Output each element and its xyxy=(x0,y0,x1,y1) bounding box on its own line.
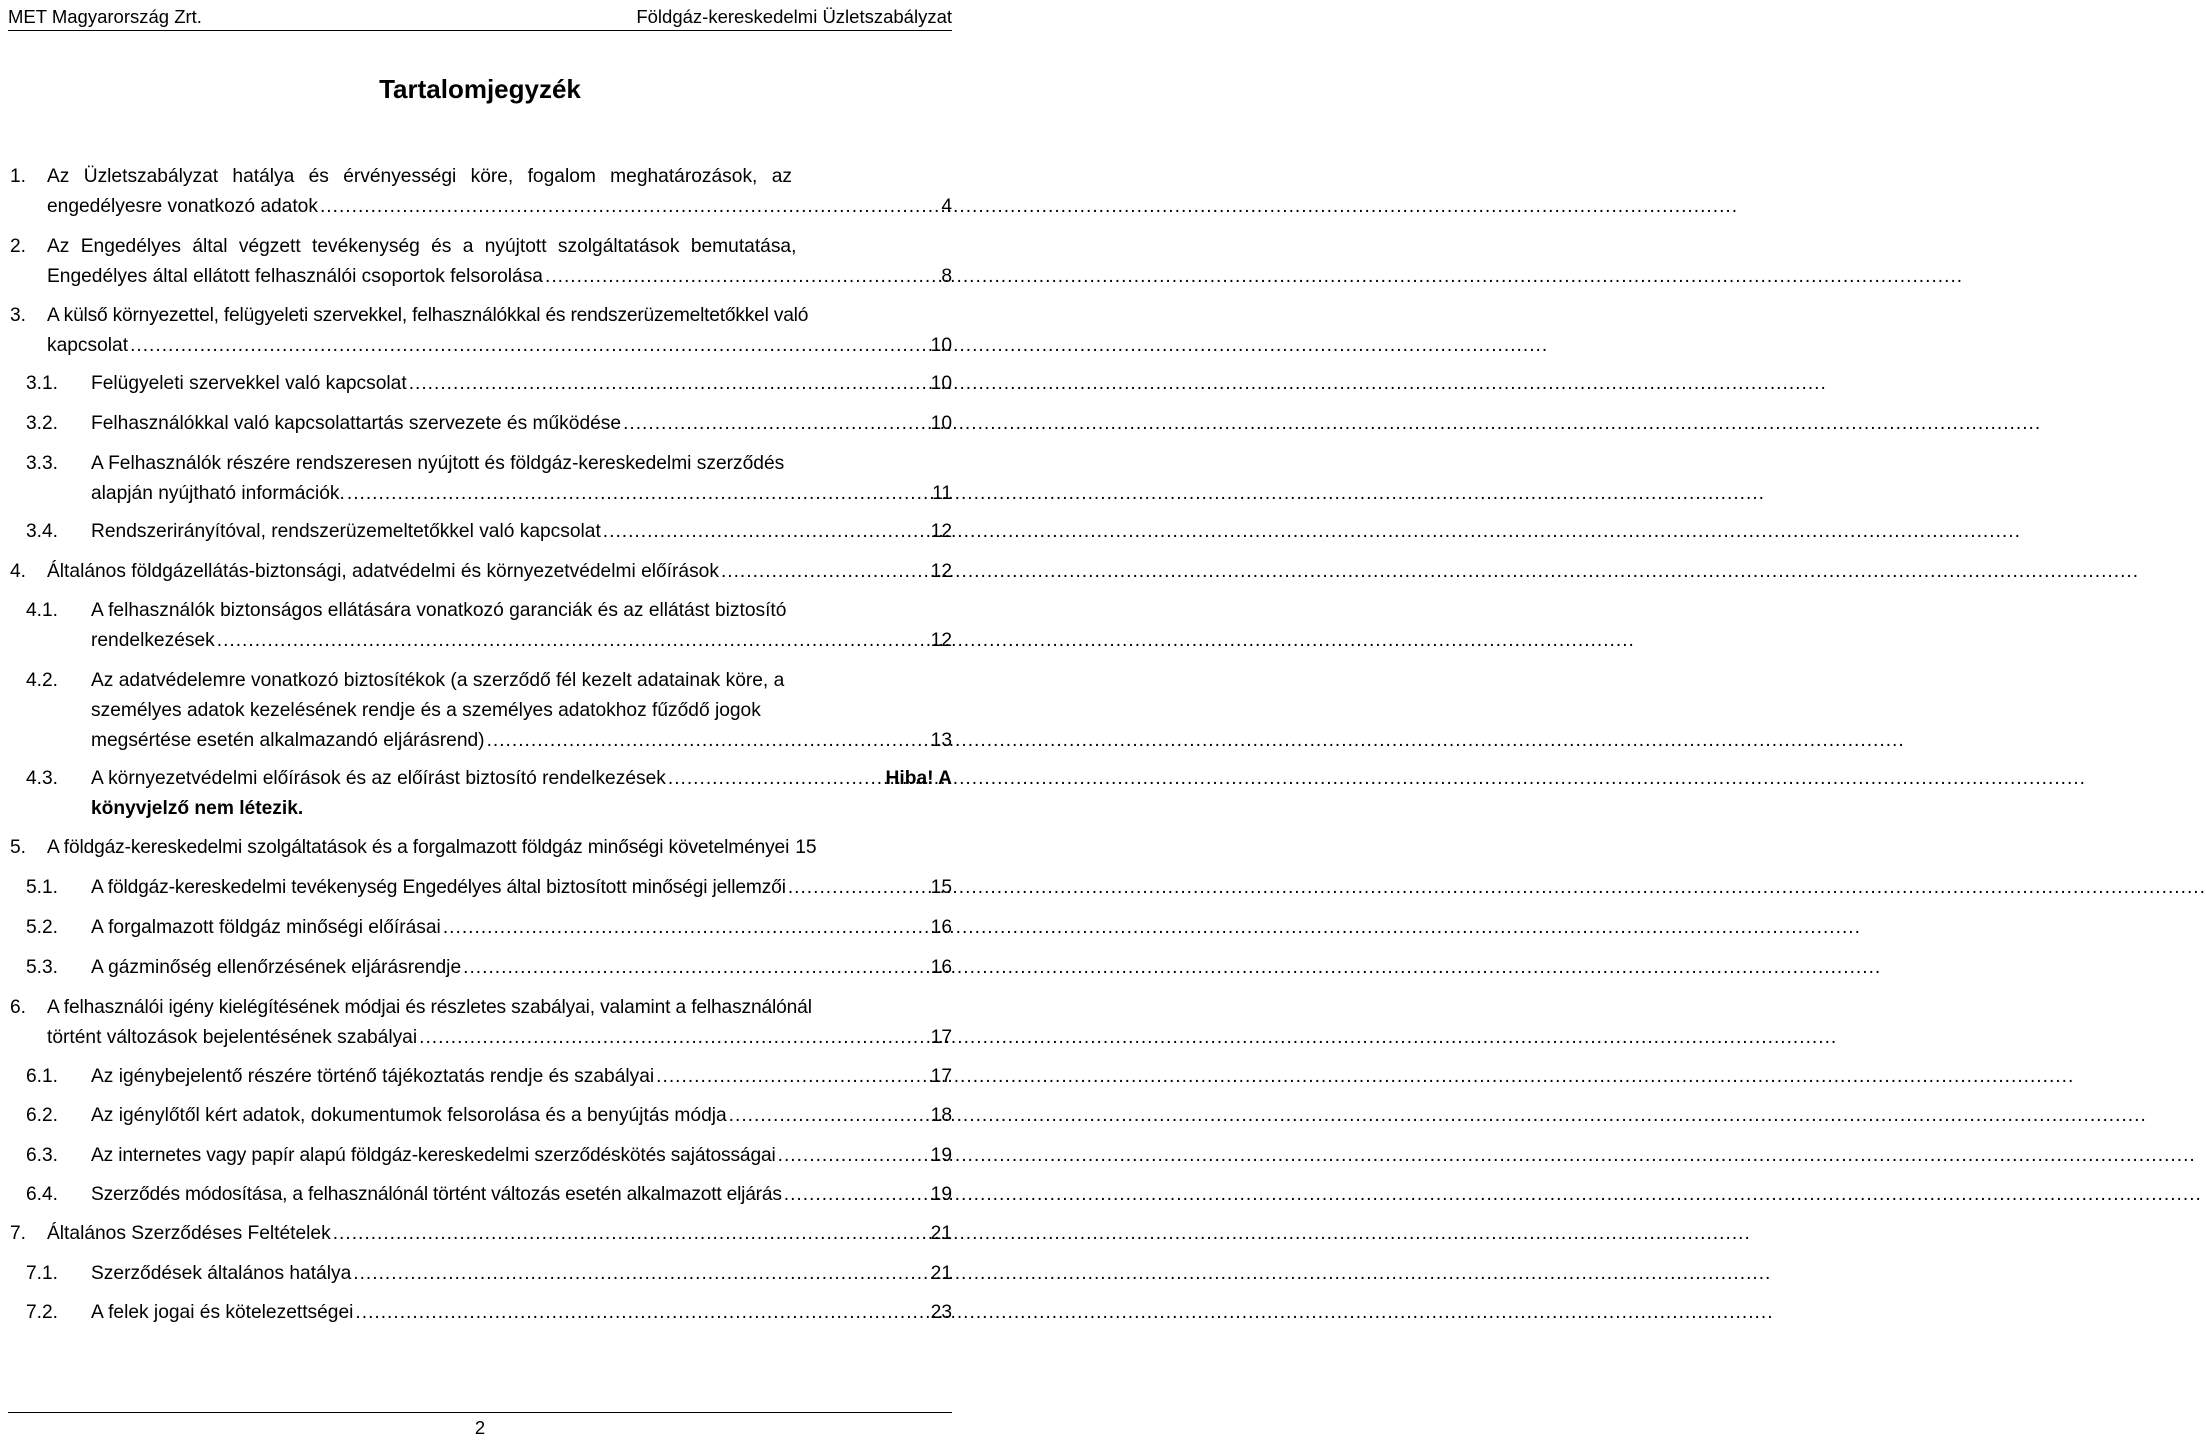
toc-text: Az Üzletszabályzat hatálya és érvényességi köre, fogalom meghatározások, az xyxy=(47,166,792,187)
toc-text: A földgáz-kereskedelmi tevékenység Engedélyes által biztosított minőségi jellemzői xyxy=(91,877,786,898)
toc-text: A forgalmazott földgáz minőségi előírásai xyxy=(91,917,441,938)
toc-leader xyxy=(409,369,929,399)
toc-entry-3-2[interactable] xyxy=(26,409,952,439)
toc-text: Felhasználókkal való kapcsolattartás szervezete és működése xyxy=(91,413,622,434)
toc-text: A külső környezettel, felügyeleti szervekkel, felhasználókkal és rendszerüzemeltetőkkel való xyxy=(47,305,809,326)
toc-number: 6.3. xyxy=(26,1145,59,1166)
toc-number: 5.1. xyxy=(26,877,59,898)
toc-text-cont: Engedélyes által ellátott felhasználói csoportok felsorolása xyxy=(47,266,543,287)
toc-number: 4.2. xyxy=(26,670,59,691)
toc-leader xyxy=(778,1141,929,1171)
toc-number: 3.1. xyxy=(26,373,59,394)
toc-number: 7.1. xyxy=(26,1263,59,1284)
toc-entry-3[interactable] xyxy=(10,301,952,361)
toc-page: 16 xyxy=(930,957,952,978)
toc-text: Az igénybejelentő részére történő tájékoztatás rendje és szabályai xyxy=(91,1066,655,1087)
toc-page: 10 xyxy=(930,335,952,356)
toc-entry-5-2[interactable] xyxy=(26,913,952,943)
toc-text: A felhasználói igény kielégítésének módjai és részletes szabályai, valamint a felhasználónál xyxy=(47,997,812,1018)
toc-text: A felhasználók biztonságos ellátására vonatkozó garanciák és az ellátást biztosító xyxy=(91,600,787,621)
toc-text: Az igénylőtől kért adatok, dokumentumok felsorolása és a benyújtás módja xyxy=(91,1105,727,1126)
toc-text: Az adatvédelemre vonatkozó biztosítékok (a szerződő fél kezelt adatainak köre, a xyxy=(91,670,785,691)
toc-number: 5.3. xyxy=(26,957,59,978)
toc-page: 21 xyxy=(930,1263,952,1284)
toc-entry-7[interactable] xyxy=(10,1219,952,1249)
toc-number: 3.2. xyxy=(26,413,59,434)
toc-page: 19 xyxy=(930,1184,952,1205)
toc-text: A Felhasználók részére rendszeresen nyújtott és földgáz-kereskedelmi szerződés xyxy=(91,453,785,474)
toc-leader xyxy=(623,409,929,439)
toc-page: 10 xyxy=(930,413,952,434)
toc-text: Szerződés módosítása, a felhasználónál történt változás esetén alkalmazott eljárás xyxy=(91,1184,782,1205)
toc-entry-4-2[interactable] xyxy=(26,666,952,756)
toc-leader xyxy=(721,557,929,587)
toc-leader xyxy=(729,1101,929,1131)
toc-page: 15 xyxy=(930,877,952,898)
page-footer xyxy=(8,1412,952,1441)
toc-leader xyxy=(355,1298,928,1328)
toc-text: Felügyeleti szervekkel való kapcsolat xyxy=(91,373,407,394)
toc-number: 6.2. xyxy=(26,1105,59,1126)
toc-text-cont: alapján nyújtható információk. xyxy=(91,483,345,504)
toc-number: 6.4. xyxy=(26,1184,59,1205)
toc-text-cont: kapcsolat xyxy=(47,335,129,356)
toc-leader xyxy=(333,1219,929,1249)
toc-leader xyxy=(487,726,929,756)
toc-leader xyxy=(320,192,939,222)
toc-error-message: Hiba! A xyxy=(885,768,952,789)
toc-entry-6-1[interactable] xyxy=(26,1062,952,1092)
toc-number: 3.4. xyxy=(26,521,59,542)
toc-entry-4-3[interactable] xyxy=(26,764,952,824)
toc-entry-6-2[interactable] xyxy=(26,1101,952,1131)
toc-leader xyxy=(419,1023,929,1053)
toc-page: 15 xyxy=(795,837,817,858)
page-title: Tartalomjegyzék xyxy=(379,74,581,104)
toc-number: 7. xyxy=(10,1223,27,1244)
toc-text-cont: rendelkezések xyxy=(91,630,215,651)
toc-text: A gázminőség ellenőrzésének eljárásrendje xyxy=(91,957,462,978)
toc-leader xyxy=(788,873,929,903)
toc-text: A környezetvédelmi előírások és az előírást biztosító rendelkezések xyxy=(91,768,666,789)
toc-number: 7.2. xyxy=(26,1302,59,1323)
toc-text: Szerződések általános hatálya xyxy=(91,1263,352,1284)
toc-entry-6-4[interactable] xyxy=(26,1180,952,1210)
toc-text: A földgáz-kereskedelmi szolgáltatások és a forgalmazott földgáz minőségi követelményei xyxy=(47,837,790,858)
toc-entry-5[interactable] xyxy=(10,833,952,863)
toc-leader xyxy=(463,953,929,983)
toc-entry-6-3[interactable] xyxy=(26,1141,952,1171)
toc-page: 8 xyxy=(941,266,952,287)
toc-text: Általános Szerződéses Feltételek xyxy=(47,1223,331,1244)
toc-leader xyxy=(130,331,929,361)
toc-text-cont: személyes adatok kezelésének rendje és a személyes adatokhoz fűződő jogok xyxy=(91,700,761,721)
toc-text: Általános földgázellátás-biztonsági, adatvédelmi és környezetvédelmi előírások xyxy=(47,561,719,582)
toc-page: 23 xyxy=(930,1302,952,1323)
page-header xyxy=(8,4,952,31)
toc-number: 5. xyxy=(10,837,27,858)
toc-entry-5-1[interactable] xyxy=(26,873,952,903)
toc-entry-4[interactable] xyxy=(10,557,952,587)
toc-text-cont: engedélyesre vonatkozó adatok xyxy=(47,196,318,217)
toc-number: 4. xyxy=(10,561,27,582)
toc-page: 4 xyxy=(941,196,952,217)
toc-entry-3-1[interactable] xyxy=(26,369,952,399)
toc-leader xyxy=(217,626,929,656)
toc-number: 3.3. xyxy=(26,453,59,474)
page-number: 2 xyxy=(474,1417,486,1438)
toc-entry-3-4[interactable] xyxy=(26,517,952,547)
company-name: MET Magyarország Zrt. xyxy=(8,6,202,27)
toc-text: Rendszerirányítóval, rendszerüzemeltetőkkel való kapcsolat xyxy=(91,521,601,542)
toc-text: Az Engedélyes által végzett tevékenység és a nyújtott szolgáltatások bemutatása, xyxy=(47,236,797,257)
toc-page: 17 xyxy=(930,1066,952,1087)
toc-text: Az internetes vagy papír alapú földgáz-kereskedelmi szerződéskötés sajátosságai xyxy=(91,1145,776,1166)
document-name: Földgáz-kereskedelmi Üzletszabályzat xyxy=(636,6,952,27)
toc-entry-7-2[interactable] xyxy=(26,1298,952,1328)
toc-leader xyxy=(353,1259,928,1289)
toc-number: 5.2. xyxy=(26,917,59,938)
toc-entry-6[interactable] xyxy=(10,993,952,1053)
toc-page: 10 xyxy=(930,373,952,394)
toc-page: 16 xyxy=(930,917,952,938)
toc-page: 13 xyxy=(930,730,952,751)
toc-leader xyxy=(545,262,939,292)
toc-leader xyxy=(668,764,884,794)
toc-leader xyxy=(656,1062,928,1092)
toc-number: 6. xyxy=(10,997,27,1018)
toc-number: 1. xyxy=(10,166,27,187)
toc-number: 2. xyxy=(10,236,27,257)
toc-page: 19 xyxy=(930,1145,952,1166)
toc-page: 21 xyxy=(930,1223,952,1244)
toc-number: 4.3. xyxy=(26,768,59,789)
toc-entry-3-3[interactable] xyxy=(26,449,952,509)
toc-leader xyxy=(347,479,930,509)
toc-number: 3. xyxy=(10,305,27,326)
toc-page: 12 xyxy=(930,561,952,582)
toc-entry-5-3[interactable] xyxy=(26,953,952,983)
toc-number: 6.1. xyxy=(26,1066,59,1087)
toc-page: 18 xyxy=(930,1105,952,1126)
toc-leader xyxy=(784,1180,929,1210)
toc-number: 4.1. xyxy=(26,600,59,621)
toc-entry-7-1[interactable] xyxy=(26,1259,952,1289)
toc-text-cont: történt változások bejelentésének szabályai xyxy=(47,1027,418,1048)
toc-entry-2[interactable] xyxy=(10,232,952,292)
toc-page: 11 xyxy=(932,483,952,504)
toc-entry-1[interactable] xyxy=(10,162,952,222)
toc-text-cont: megsértése esetén alkalmazandó eljárásrend) xyxy=(91,730,485,751)
toc-leader xyxy=(443,913,929,943)
toc-entry-4-1[interactable] xyxy=(26,596,952,656)
toc-page: 17 xyxy=(930,1027,952,1048)
toc-page: 12 xyxy=(930,630,952,651)
toc-leader xyxy=(603,517,929,547)
toc-text: A felek jogai és kötelezettségei xyxy=(91,1302,354,1323)
toc-error-message-cont: könyvjelző nem létezik. xyxy=(91,798,304,819)
toc-page: 12 xyxy=(930,521,952,542)
